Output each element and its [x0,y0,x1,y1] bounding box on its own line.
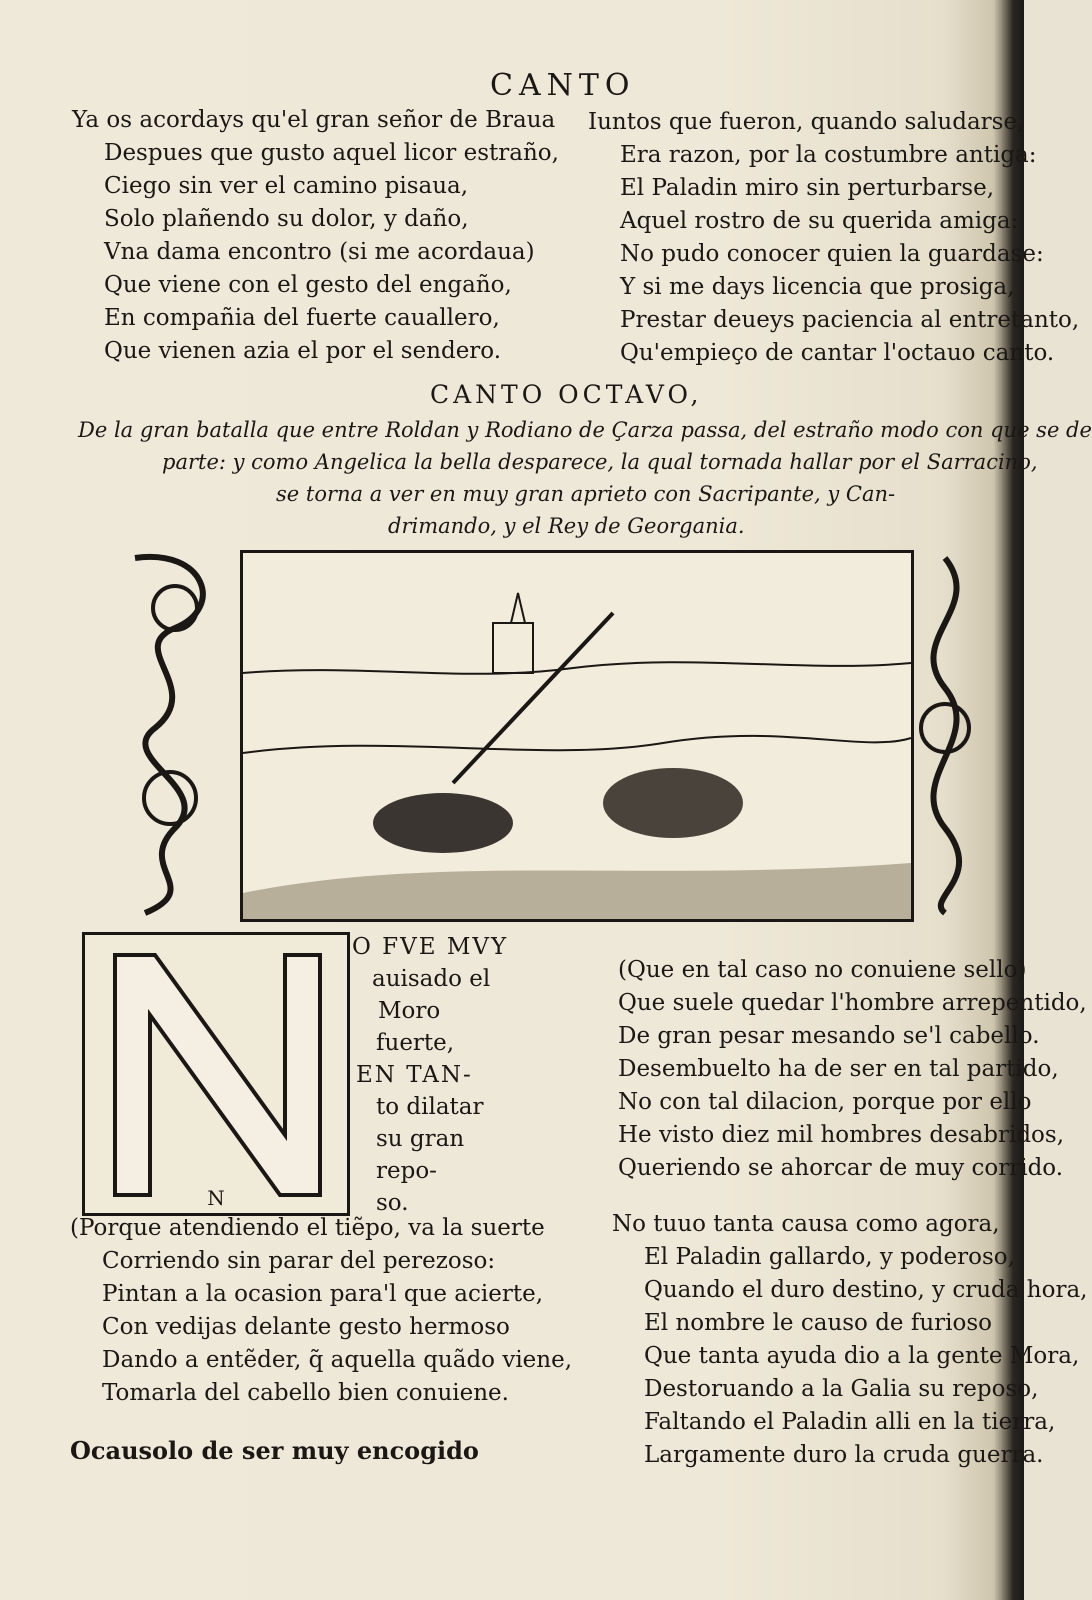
verse-line: (Porque atendiendo el tiẽpo, va la suerte [70,1215,545,1241]
decorated-initial [82,932,350,1216]
verse-line: Vna dama encontro (si me acordaua) [104,239,535,265]
initial-text: so. [376,1190,409,1216]
verse-line: Que viene con el gesto del engaño, [104,272,512,298]
verse-line: Pintan a la ocasion para'l que acierte, [102,1281,544,1307]
verse-line: El Paladin miro sin perturbarse, [620,175,995,201]
ornamental-border-right [905,548,985,918]
verse-line: De gran pesar mesando se'l cabello. [618,1023,1040,1049]
verse-line: Dando a entẽder, q̃ aquella quãdo viene, [102,1347,573,1373]
verse-line: He visto diez mil hombres desabridos, [618,1122,1065,1148]
verse-line: Faltando el Paladin alli en la tierra, [644,1409,1056,1435]
verse-line: Solo plañendo su dolor, y daño, [104,206,469,232]
verse-line: No con tal dilacion, porque por ello [618,1089,1032,1115]
argument-line: De la gran batalla que entre Roldan y Rodiano de Çarza passa, del estraño modo con que se de [78,418,1092,442]
verse-line: Tomarla del cabello bien conuiene. [102,1380,509,1406]
verse-line: Qu'empieço de cantar l'octauo canto. [620,340,1055,366]
verse-line: Desembuelto ha de ser en tal partido, [618,1056,1059,1082]
stanza-1-left [72,104,559,368]
stanza-3-left [70,1212,572,1410]
ornamental-border-left [115,548,230,918]
verse-line: Quando el duro destino, y cruda hora, [644,1277,1088,1303]
stanza-3-right [612,1208,1087,1472]
verse-line: Que vienen azia el por el sendero. [104,338,502,364]
verse-line: Destoruando a la Galia su reposo, [644,1376,1039,1402]
verse-line: Aquel rostro de su querida amiga: [620,208,1019,234]
catchline: Ocausolo de ser muy encogido [70,1436,479,1465]
canto-title: CANTO OCTAVO, [430,380,703,409]
verse-line: Que tanta ayuda dio a la gente Mora, [644,1343,1080,1369]
argument-line: drimando, y el Rey de Georgania. [388,514,745,538]
verse-line: Largamente duro la cruda guerra. [644,1442,1044,1468]
verse-line: No tuuo tanta causa como agora, [612,1211,1000,1237]
initial-text: to dilatar [376,1094,484,1120]
running-head: CANTO [490,68,636,103]
argument-line: se torna a ver en muy gran aprieto con Sacripante, y Can- [276,482,896,506]
verse-line: Ciego sin ver el camino pisaua, [104,173,469,199]
verse-line: Corriendo sin parar del perezoso: [102,1248,496,1274]
initial-text: su gran [376,1126,465,1152]
stanza-2-right [618,954,1087,1185]
jousting-scene [243,553,911,919]
verse-line: En compañia del fuerte cauallero, [104,305,500,331]
verse-line: Y si me days licencia que prosiga, [620,274,1015,300]
initial-letter-art [85,935,347,1213]
woodcut-illustration [240,550,914,922]
initial-text: fuerte, [376,1030,455,1056]
initial-letter-glyph: N [207,1186,225,1210]
verse-line: Despues que gusto aquel licor estraño, [104,140,559,166]
verse-line: El nombre le causo de furioso [644,1310,993,1336]
verse-line: Era razon, por la costumbre antiga: [620,142,1037,168]
initial-text: auisado el [372,966,491,992]
verse-line: Ya os acordays qu'el gran señor de Braua [72,107,556,133]
initial-text: O FVE MVY [352,934,509,960]
verse-line: Iuntos que fueron, quando saludarse, [588,109,1025,135]
verse-line: El Paladin gallardo, y poderoso, [644,1244,1015,1270]
initial-text: Moro [378,998,441,1024]
verse-line: Queriendo se ahorcar de muy corrido. [618,1155,1064,1181]
stanza-1-right [588,106,1079,370]
initial-text: EN TAN- [356,1062,473,1088]
verse-line: (Que en tal caso no conuiene sello) [618,957,1027,983]
verse-line: Que suele quedar l'hombre arrepentido, [618,990,1087,1016]
verse-line: Con vedijas delante gesto hermoso [102,1314,510,1340]
initial-text: repo- [376,1158,437,1184]
verse-line: No pudo conocer quien la guardase: [620,241,1044,267]
argument-line: parte: y como Angelica la bella desparece, la qual tornada hallar por el Sarracino, [162,450,1038,474]
verse-line: Prestar deueys paciencia al entretanto, [620,307,1080,333]
